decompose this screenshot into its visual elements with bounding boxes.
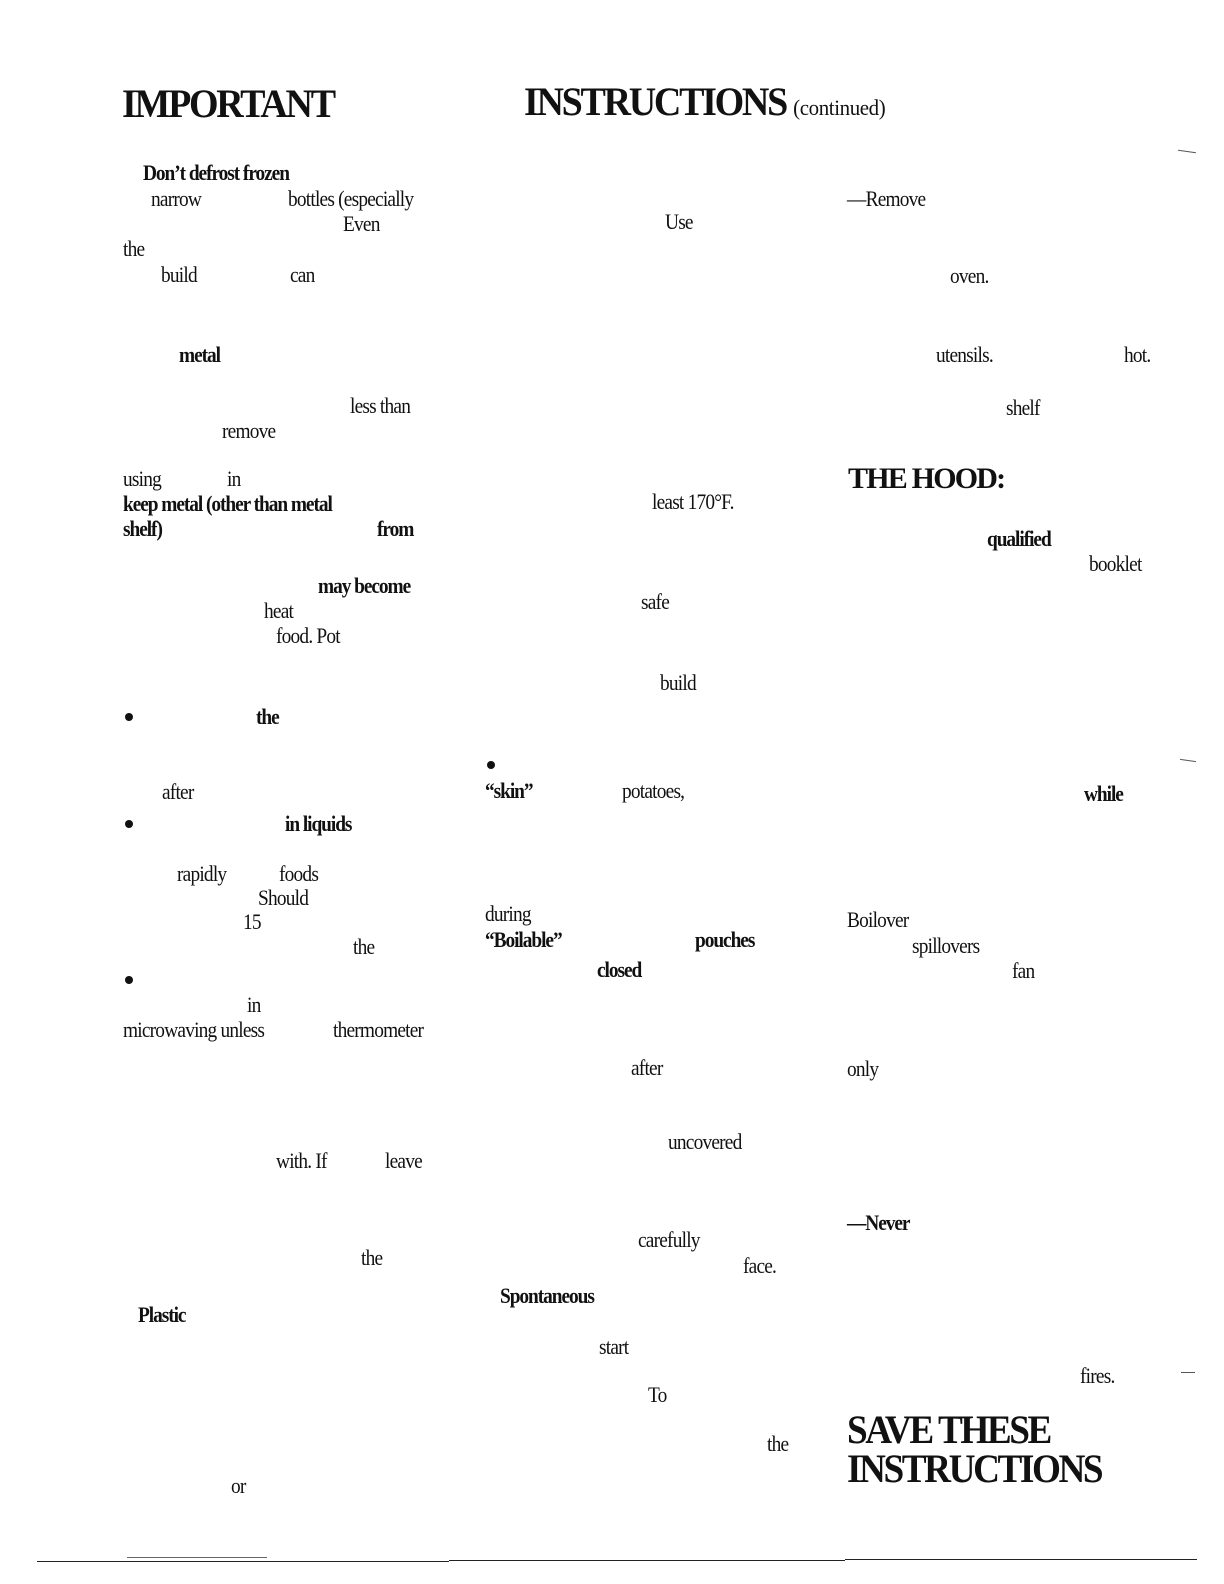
footer-rule-short (127, 1557, 267, 1558)
text-fragment: 15 (243, 909, 261, 934)
text-fragment: heat (264, 598, 294, 623)
text-fragment: fan (1012, 958, 1035, 983)
text-fragment: may become (318, 573, 411, 598)
text-fragment: Boilover (847, 907, 909, 932)
text-fragment: shelf (1006, 395, 1040, 420)
text-fragment: face. (743, 1253, 777, 1278)
footer-rule (845, 1559, 1197, 1560)
text-fragment: the (123, 236, 145, 261)
text-fragment: rapidly (177, 861, 227, 886)
text-fragment: shelf) (123, 516, 162, 541)
text-fragment: bottles (especially (288, 186, 414, 211)
text-fragment: booklet (1089, 551, 1142, 576)
text-fragment: Use (665, 209, 693, 234)
margin-mark (1181, 1372, 1195, 1373)
text-fragment: metal (179, 342, 220, 367)
footer-rule (449, 1560, 845, 1561)
text-fragment: during (485, 901, 531, 926)
text-fragment: or (231, 1473, 246, 1498)
text-fragment: from (377, 516, 414, 541)
text-fragment: “skin” (485, 778, 533, 803)
text-fragment: closed (597, 957, 642, 982)
text-fragment: the (256, 704, 279, 729)
text-fragment: only (847, 1056, 879, 1081)
text-fragment: using (123, 466, 162, 491)
text-fragment: the (353, 934, 375, 959)
text-fragment: start (599, 1334, 629, 1359)
text-fragment: hot. (1124, 342, 1151, 367)
text-fragment: least 170°F. (652, 489, 734, 514)
text-fragment: “Boilable” (485, 927, 562, 952)
text-fragment: Even (343, 211, 380, 236)
text-fragment: pouches (695, 927, 755, 952)
page-title-instructions (524, 79, 886, 124)
bullet-point (125, 713, 133, 721)
bullet-point (125, 820, 133, 828)
save-instructions-heading (847, 1407, 1102, 1492)
text-fragment: after (631, 1055, 663, 1080)
text-fragment: Don’t defrost frozen (143, 160, 289, 185)
text-fragment: foods (279, 861, 319, 886)
text-fragment: utensils. (936, 342, 993, 367)
margin-mark (1178, 150, 1196, 153)
text-fragment: keep metal (other than metal (123, 491, 332, 516)
text-fragment: with. If (276, 1148, 327, 1173)
text-fragment: in (247, 992, 261, 1017)
text-fragment: Should (258, 885, 309, 910)
text-fragment: the (767, 1431, 789, 1456)
margin-mark (1180, 759, 1196, 762)
text-fragment: safe (641, 589, 670, 614)
text-fragment: in liquids (285, 811, 352, 836)
text-fragment: qualified (987, 526, 1051, 551)
text-fragment: the (361, 1245, 383, 1270)
text-fragment: thermometer (333, 1017, 424, 1042)
title-instructions-word: INSTRUCTIONS (524, 79, 786, 124)
text-fragment: carefully (638, 1227, 700, 1252)
text-fragment: narrow (151, 186, 202, 211)
text-fragment: microwaving unless (123, 1017, 265, 1042)
text-fragment: food. Pot (276, 623, 340, 648)
title-continued-suffix: (continued) (793, 95, 886, 120)
save-line-1: SAVE THESE (847, 1407, 1050, 1452)
page-title-important: IMPORTANT (122, 81, 334, 126)
text-fragment: fires. (1080, 1363, 1115, 1388)
text-fragment: while (1084, 781, 1123, 806)
text-fragment: —Remove (847, 186, 926, 211)
text-fragment: Plastic (138, 1302, 186, 1327)
text-fragment: oven. (950, 263, 989, 288)
text-fragment: Spontaneous (500, 1283, 594, 1308)
text-fragment: less than (350, 393, 411, 418)
bullet-point (487, 761, 495, 769)
text-fragment: can (290, 262, 315, 287)
text-fragment: To (648, 1382, 667, 1407)
text-fragment: leave (385, 1148, 422, 1173)
bullet-point (125, 976, 133, 984)
text-fragment: remove (222, 418, 276, 443)
text-fragment: build (660, 670, 696, 695)
save-line-2: INSTRUCTIONS (847, 1446, 1102, 1492)
text-fragment: spillovers (912, 933, 980, 958)
text-fragment: in (227, 466, 241, 491)
footer-rule (37, 1561, 449, 1562)
text-fragment: build (161, 262, 197, 287)
text-fragment: after (162, 779, 194, 804)
section-heading-the-hood: THE HOOD: (848, 462, 1005, 495)
text-fragment: —Never (847, 1210, 910, 1235)
text-fragment: uncovered (668, 1129, 742, 1154)
text-fragment: potatoes, (622, 778, 685, 803)
